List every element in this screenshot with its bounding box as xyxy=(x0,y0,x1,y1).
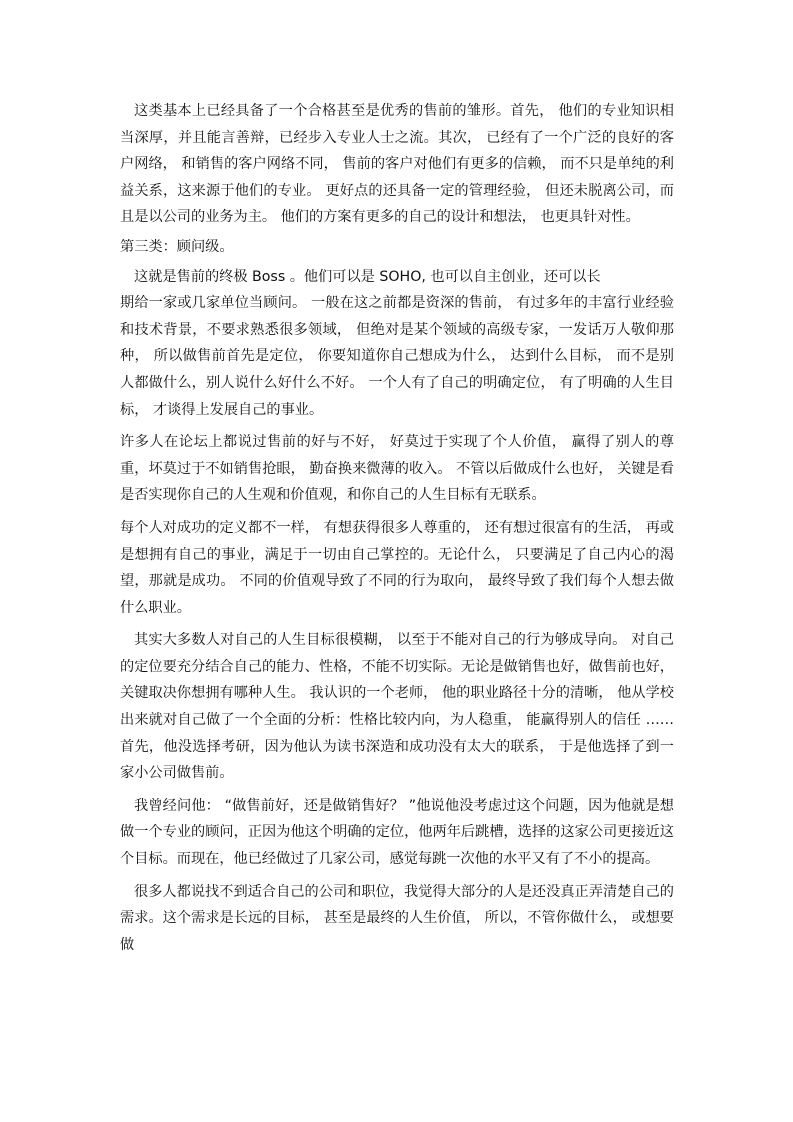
document-body xyxy=(120,98,674,958)
paragraph-consultant-intro: 这就是售前的终极 Boss 。他们可以是 SOHO, 也可以自主创业，还可以长 xyxy=(134,268,601,285)
paragraph-forum-opinions: 许多人在论坛上都说过售前的好与不好， 好莫过于实现了个人价值， 赢得了别人的尊重，坏莫过于不如销售抢眼， 勤奋换来微薄的收入。 不管以后做成什么也好， 关键是看是否实现你自己的人生观和价值观，和你自己的人生目标有无联系。 xyxy=(120,434,674,504)
paragraph-definition-of-success: 每个人对成功的定义都不一样， 有想获得很多人尊重的， 还有想过很富有的生活， 再或是想拥有自己的事业，满足于一切由自己掌控的。无论什么， 只要满足了自己内心的渴望，那就是成功。 不同的价值观导致了不同的行为取向， 最终导致了我们每个人想去做什么职业。 xyxy=(120,519,674,616)
paragraph-consultant-positioning: 期给一家或几家单位当顾问。 一般在这之前都是资深的售前， 有过多年的丰富行业经验和技术背景，不要求熟悉很多领域， 但绝对是某个领域的高级专家，一发话万人敬仰那种， 所以做售前首先是定位， 你要知道你自己想成为什么， 达到什么目标， 而不是别人都做什么，别人说什么好什么不好。 一个人有了自己的明确定位， 有了明确的人生目标， 才谈得上发展自己的事业。 xyxy=(120,295,674,418)
paragraph-heading-consultant-level: 第三类：顾问级。 xyxy=(120,238,234,255)
paragraph-presales-senior: 这类基本上已经具备了一个合格甚至是优秀的售前的雏形。首先， 他们的专业知识相当深厚，并且能言善辩，已经步入专业人士之流。其次， 已经有了一个广泛的良好的客户网络， 和销售的客户网络不同， 售前的客户对他们有更多的信赖， 而不只是单纯的利益关系，这来源于他们的专业。 更好点的还具备一定的管理经验， 但还未脱离公司，而且是以公司的业务为主。 他们的方案有更多的自己的设计和想法， 也更具针对性。 xyxy=(120,103,674,226)
paragraph-life-goals: 其实大多数人对自己的人生目标很模糊， 以至于不能对自己的行为够成导向。 对自己的定位要充分结合自己的能力、性格，不能不切实际。无论是做销售也好，做售前也好，关键取决你想拥有哪种人生。 我认识的一个老师， 他的职业路径十分的清晰， 他从学校出来就对自己做了一个全面的分析：性格比较内向，为人稳重， 能赢得别人的信任 …… 首先，他没选择考研，因为他认为读书深造和成功没有太大的联系， 于是他选择了到一家小公司做售前。 xyxy=(120,632,674,782)
paragraph-finding-fit: 很多人都说找不到适合自己的公司和职位，我觉得大部分的人是还没真正弄清楚自己的需求。这个需求是长远的目标， 甚至是最终的人生价值， 所以，不管你做什么， 或想要做 xyxy=(120,883,674,953)
paragraph-teacher-quote: 我曾经问他： “做售前好，还是做销售好？ ”他说他没考虑过这个问题，因为他就是想做一个专业的顾问，正因为他这个明确的定位，他两年后跳槽，选择的这家公司更接近这个目标。而现在，他已经做过了几家公司，感觉每跳一次他的水平又有了不小的提高。 xyxy=(120,797,674,868)
